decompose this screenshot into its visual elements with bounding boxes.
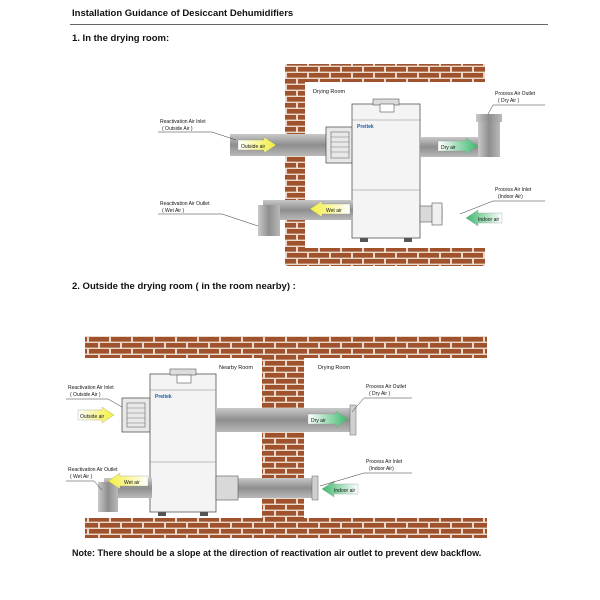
indoor-air-label: Indoor air — [334, 488, 356, 494]
document-title: Installation Guidance of Desiccant Dehumidifiers — [72, 8, 294, 19]
outside-air-label: Outside air — [80, 414, 105, 420]
reactivation-outlet-elbow — [98, 482, 118, 512]
reactivation-outlet-label: Reactivation Air Outlet — [68, 467, 118, 473]
process-outlet-sublabel: ( Dry Air ) — [369, 391, 391, 397]
process-inlet-sublabel: (Indoor Air) — [369, 466, 394, 472]
brand-logo: Preitek — [357, 124, 374, 130]
middle-wall — [262, 336, 304, 538]
bottom-wall — [285, 248, 485, 266]
outside-air-label: Outside air — [241, 144, 266, 150]
process-inlet-label: Process Air Inlet — [366, 459, 403, 465]
top-wall — [285, 64, 485, 82]
brand-logo: Preitek — [155, 394, 172, 400]
process-outlet-sublabel: ( Dry Air ) — [498, 98, 520, 104]
reactivation-outlet-sublabel: ( Wet Air ) — [70, 474, 93, 480]
bottom-wall — [85, 518, 487, 538]
inlet-filter-box — [326, 127, 354, 163]
wet-air-label: Wet air — [124, 480, 140, 486]
section-2-diagram — [66, 336, 487, 538]
nearby-room-label: Nearby Room — [219, 365, 253, 371]
section-1-diagram — [158, 64, 545, 266]
reactivation-inlet-sublabel: ( Outside Air ) — [162, 126, 193, 132]
dry-air-label: Dry air — [441, 145, 456, 151]
drying-room-label: Drying Room — [313, 89, 346, 95]
reactivation-outlet-label: Reactivation Air Outlet — [160, 201, 210, 207]
process-outlet-label: Process Air Outlet — [495, 91, 536, 97]
reactivation-inlet-sublabel: ( Outside Air ) — [70, 392, 101, 398]
dry-air-label: Dry air — [311, 418, 326, 424]
wet-air-label: Wet air — [326, 208, 342, 214]
left-wall — [285, 64, 305, 266]
process-inlet-sublabel: (Indoor Air) — [498, 194, 523, 200]
reactivation-inlet-label: Reactivation Air Inlet — [160, 119, 206, 125]
reactivation-outlet-sublabel: ( Wet Air ) — [162, 208, 185, 214]
section-1-title: 1. In the drying room: — [72, 33, 170, 44]
process-inlet-label: Process Air Inlet — [495, 187, 532, 193]
section-2-title: 2. Outside the drying room ( in the room nearby) : — [72, 281, 296, 292]
indoor-air-label: Indoor air — [478, 217, 500, 223]
reactivation-inlet-label: Reactivation Air Inlet — [68, 385, 114, 391]
process-outlet-elbow — [478, 118, 500, 157]
note-text: Note: There should be a slope at the direction of reactivation air outlet to prevent dew backflow. — [72, 548, 482, 558]
process-outlet-label: Process Air Outlet — [366, 384, 407, 390]
reactivation-outlet-elbow — [258, 205, 280, 236]
drying-room-label: Drying Room — [318, 365, 351, 371]
